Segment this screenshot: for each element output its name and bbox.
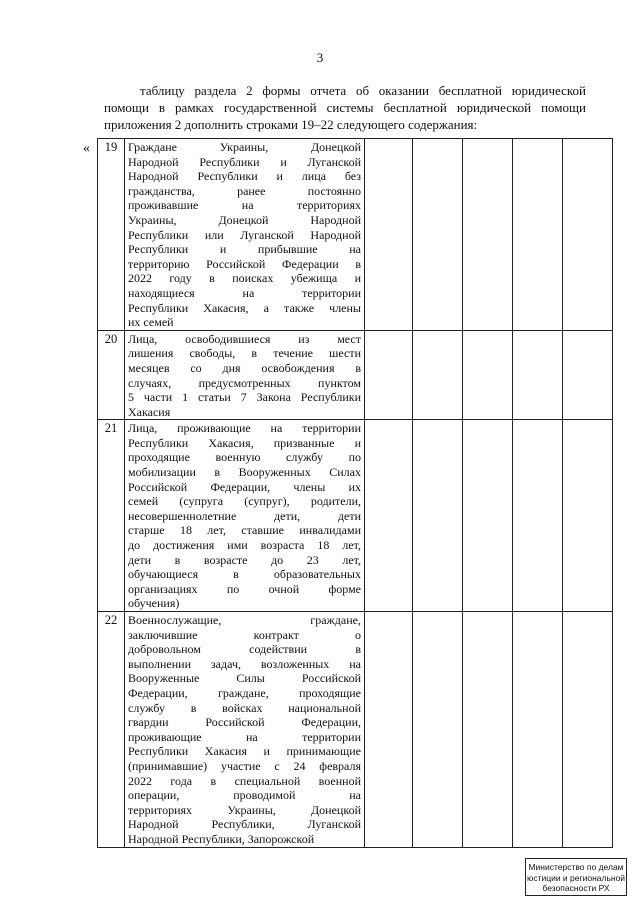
description-line: Российской Федерации, члены их xyxy=(128,479,361,494)
description-line: Республики Хакасия, а также члены xyxy=(128,300,361,315)
description-line: территориях Украины, Донецкой xyxy=(128,802,361,817)
table-row xyxy=(98,612,613,848)
description-line: Вооруженные Силы Российской xyxy=(128,671,361,686)
description-line: Народной Республики, Запорожской xyxy=(128,831,315,846)
description-line: до достижения ими возраста 18 лет, xyxy=(128,538,361,553)
empty-cell xyxy=(463,612,513,848)
description-line: (принимавшие) участие с 24 февраля xyxy=(128,758,361,773)
empty-cell xyxy=(413,612,463,848)
row-description xyxy=(125,139,365,331)
table-row xyxy=(98,139,613,331)
empty-cell xyxy=(413,139,463,331)
description-line: Республики Хакасия, призванные и xyxy=(128,435,361,450)
description-line: Народной Республики и Луганской xyxy=(128,154,361,169)
table-row xyxy=(98,330,613,420)
empty-cell xyxy=(413,420,463,612)
description-line: месяцев со дня освобождения в xyxy=(128,360,361,375)
description-line: Хакасия xyxy=(128,404,171,419)
empty-cell xyxy=(563,420,613,612)
empty-cell xyxy=(463,139,513,331)
intro-line: приложения 2 дополнить строками 19–22 следующего содержания: xyxy=(104,117,478,132)
description-line: гражданства, ранее постоянно xyxy=(128,183,361,198)
row-description xyxy=(125,612,365,848)
stamp-line: Министерство по делам xyxy=(528,862,624,872)
description-line: Граждане Украины, Донецкой xyxy=(128,140,361,154)
description-line: Республики или Луганской Народной xyxy=(128,227,361,242)
description-line: Республики и прибывшие на xyxy=(128,242,361,257)
description-line: Федерации, граждане, проходящие xyxy=(128,685,361,700)
stamp-line: юстиции и региональной xyxy=(526,872,626,883)
row-number: 20 xyxy=(98,330,125,420)
empty-cell xyxy=(463,330,513,420)
description-line: гвардии Российской Федерации, xyxy=(128,715,361,730)
description-line: их семей xyxy=(128,315,174,330)
description-line: добровольном содействии в xyxy=(128,642,361,657)
description-line: семей (супруга (супруг), родители, xyxy=(128,494,361,509)
description-line: территорию Российской Федерации в xyxy=(128,256,361,271)
description-line: службу в войсках национальной xyxy=(128,700,361,715)
row-number: 22 xyxy=(98,612,125,848)
empty-cell xyxy=(513,330,563,420)
empty-cell xyxy=(413,330,463,420)
intro-paragraph xyxy=(104,82,586,133)
intro-line: таблицу раздела 2 формы отчета об оказании бесплатной юридической xyxy=(140,83,586,98)
description-line: 5 части 1 статьи 7 Закона Республики xyxy=(128,390,361,405)
description-line: Военнослужащие, граждане, xyxy=(128,613,361,627)
description-line: 2022 году в поисках убежища и xyxy=(128,271,361,286)
description-line: Лица, освободившиеся из мест xyxy=(128,331,361,346)
row-description xyxy=(125,420,365,612)
description-line: Народной Республики и лица без xyxy=(128,169,361,184)
empty-cell xyxy=(563,330,613,420)
description-line: Республики Хакасия и принимающие xyxy=(128,744,361,759)
table-row xyxy=(98,420,613,612)
empty-cell xyxy=(563,139,613,331)
description-line: Украины, Донецкой Народной xyxy=(128,212,361,227)
description-line: обучающиеся в образовательных xyxy=(128,567,361,582)
description-line: заключившие контракт о xyxy=(128,627,361,642)
description-line: находящиеся на территории xyxy=(128,285,361,300)
stamp-line: безопасности РХ xyxy=(542,883,610,893)
description-line: мобилизации в Вооруженных Силах xyxy=(128,465,361,480)
ministry-stamp xyxy=(525,858,627,896)
intro-line: помощи в рамках государственной системы бесплатной юридической помощи xyxy=(104,100,586,115)
page-number: 3 xyxy=(316,50,324,65)
description-line: выполнении задач, возложенных на xyxy=(128,656,361,671)
description-line: 2022 года в специальной военной xyxy=(128,773,361,788)
description-line: Лица, проживающие на территории xyxy=(128,421,361,436)
empty-cell xyxy=(365,330,413,420)
description-line: операции, проводимой на xyxy=(128,788,361,803)
description-line: проживавшие на территориях xyxy=(128,198,361,213)
description-line: Народной Республики, Луганской xyxy=(128,817,361,832)
empty-cell xyxy=(513,612,563,848)
empty-cell xyxy=(513,420,563,612)
description-line: организациях по очной форме xyxy=(128,581,361,596)
empty-cell xyxy=(365,139,413,331)
description-line: проживающие на территории xyxy=(128,729,361,744)
description-line: дети в возрасте до 23 лет, xyxy=(128,552,361,567)
row-number: 19 xyxy=(98,139,125,331)
open-quote: « xyxy=(83,141,90,156)
report-table xyxy=(97,138,613,848)
empty-cell xyxy=(563,612,613,848)
empty-cell xyxy=(463,420,513,612)
empty-cell xyxy=(513,139,563,331)
row-description xyxy=(125,330,365,420)
empty-cell xyxy=(365,612,413,848)
description-line: несовершеннолетние дети, дети xyxy=(128,508,361,523)
description-line: проходящие военную службу по xyxy=(128,450,361,465)
description-line: лишения свободы, в течение шести xyxy=(128,346,361,361)
description-line: старше 18 лет, ставшие инвалидами xyxy=(128,523,361,538)
description-line: обучения) xyxy=(128,596,180,611)
row-number: 21 xyxy=(98,420,125,612)
empty-cell xyxy=(365,420,413,612)
description-line: случаях, предусмотренных пунктом xyxy=(128,375,361,390)
